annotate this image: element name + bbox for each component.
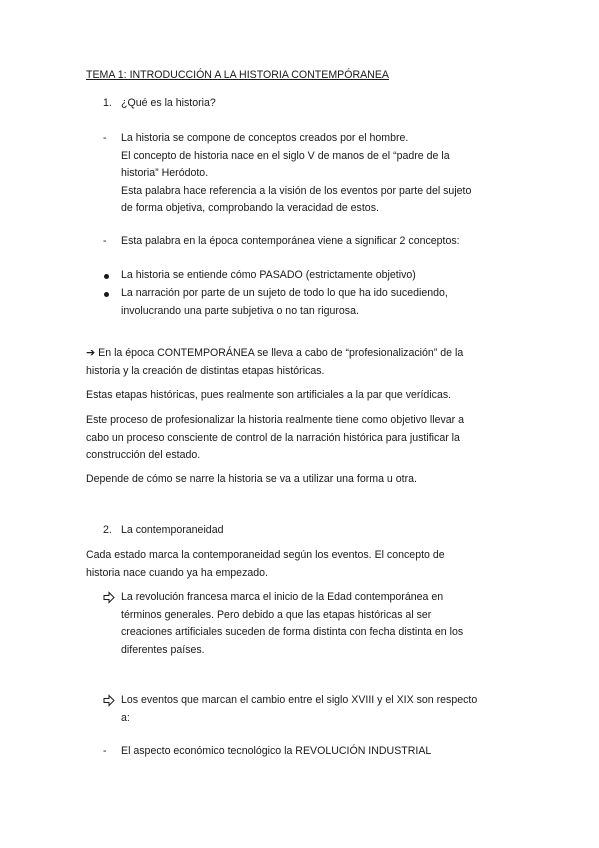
section-number: 1. bbox=[103, 97, 112, 109]
text-line: términos generales. Pero debido a que las etapas históricas al ser bbox=[121, 608, 432, 621]
text-line: Depende de cómo se narre la historia se va a utilizar una forma u otra. bbox=[86, 473, 417, 485]
text-line: El concepto de historia nace en el siglo V de manos de el “padre de la bbox=[121, 149, 450, 162]
page-title: TEMA 1: INTRODUCCIÓN A LA HISTORIA CONTEMPÓRANEA bbox=[86, 69, 389, 81]
paragraph-etapas bbox=[86, 387, 526, 405]
text-line: cabo un proceso consciente de control de la narración histórica para justificar la bbox=[86, 431, 460, 444]
text-line: de forma objetiva, comprobando la veracidad de estos. bbox=[121, 202, 379, 214]
text-line: El aspecto económico tecnológico la REVOLUCIÓN INDUSTRIAL bbox=[121, 745, 432, 757]
dash-marker: - bbox=[103, 745, 107, 757]
text-line: a: bbox=[121, 711, 130, 724]
outline-arrow-icon bbox=[103, 589, 115, 606]
paragraph-contemporanea bbox=[86, 344, 526, 380]
paragraph-estado bbox=[86, 547, 526, 582]
paragraph-proceso bbox=[86, 412, 526, 465]
text-line: historia y la creación de distintas etapas históricas. bbox=[86, 364, 325, 377]
text-line: Cada estado marca la contemporaneidad según los eventos. El concepto de bbox=[86, 549, 445, 561]
text-line: La historia se compone de conceptos creados por el hombre. bbox=[121, 132, 409, 144]
section-title: La contemporaneidad bbox=[121, 524, 224, 536]
text-line: Estas etapas históricas, pues realmente son artificiales a la par que verídicas. bbox=[86, 389, 452, 401]
right-arrow-icon: ➔ bbox=[86, 346, 96, 359]
text-line: involucrando una parte subjetiva o no tan rigurosa. bbox=[121, 304, 359, 317]
text-line: diferentes países. bbox=[121, 643, 205, 656]
text-line: La historia se entiende cómo PASADO (estrictamente objetivo) bbox=[121, 269, 416, 281]
text-line: construcción del estado. bbox=[86, 449, 201, 461]
text-line: La narración por parte de un sujeto de todo lo que ha ido sucediendo, bbox=[121, 287, 448, 299]
bullet-dot-icon bbox=[104, 292, 109, 297]
bullet-dot-icon bbox=[104, 274, 109, 279]
text-line: Esta palabra en la época contemporánea viene a significar 2 conceptos: bbox=[121, 235, 460, 247]
text-line: Esta palabra hace referencia a la visión de los eventos por parte del sujeto bbox=[121, 184, 472, 197]
text-line: Los eventos que marcan el cambio entre el siglo XVIII y el XIX son respecto bbox=[121, 694, 478, 706]
dash-marker: - bbox=[103, 132, 107, 144]
text-line: En la época CONTEMPORÁNEA se lleva a cabo de “profesionalización” de la bbox=[98, 347, 464, 359]
paragraph-narre bbox=[86, 471, 526, 489]
text-line: historia” Heródoto. bbox=[121, 167, 209, 179]
dash-marker: - bbox=[103, 235, 107, 247]
text-line: creaciones artificiales suceden de forma distinta con fecha distinta en los bbox=[121, 626, 464, 638]
outline-arrow-icon bbox=[103, 692, 115, 709]
text-line: historia nace cuando ya ha empezado. bbox=[86, 566, 268, 579]
text-line: La revolución francesa marca el inicio de la Edad contemporánea en bbox=[121, 591, 444, 603]
text-line: Este proceso de profesionalizar la historia realmente tiene como objetivo llevar a bbox=[86, 414, 465, 426]
section-title: ¿Qué es la historia? bbox=[121, 97, 216, 109]
section-number: 2. bbox=[103, 524, 112, 536]
